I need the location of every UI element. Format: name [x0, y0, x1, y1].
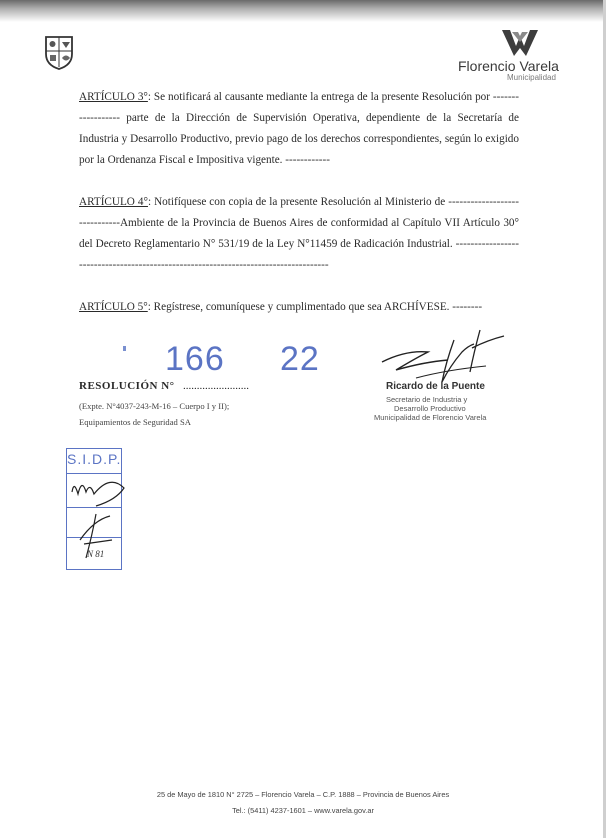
article-5-heading: ARTÍCULO 5° [79, 301, 148, 313]
signatory-department: Desarrollo Productivo [394, 404, 466, 413]
article-4 [79, 192, 519, 276]
resolution-dots: ........................ [183, 380, 249, 392]
company-name: Equipamientos de Seguridad SA [79, 417, 191, 427]
stamp-signature [66, 470, 132, 566]
resolution-label: RESOLUCIÓN N° [79, 380, 175, 392]
footer-contact: Tel.: (5411) 4237-1601 – www.varela.gov.ar [232, 806, 374, 815]
coat-of-arms-icon [44, 34, 74, 70]
article-5-text: : Regístrese, comuníquese y cumplimentado que sea ARCHÍVESE. -------- [147, 301, 483, 313]
article-5 [79, 297, 519, 318]
article-4-heading: ARTÍCULO 4° [79, 196, 148, 208]
resolution-number-stamp: 166 [165, 340, 225, 378]
expediente-reference: (Expte. N°4037-243-M-16 – Cuerpo I y II); [79, 401, 230, 411]
article-4-text: : Notifíquese con copia de la presente Resolución al Ministerio de ------------------------------Ambiente de la Provincia de Buenos Aires de conformidad al Capítulo VII Artículo 30° del Decreto Reglamentario N° 531/19 de la Ley N°11459 de Radicación Industrial. ------------------------------------------------------------------------------------ [79, 196, 519, 271]
article-3 [79, 87, 519, 171]
signatory-role: Secretario de Industria y [386, 395, 468, 404]
article-3-heading: ARTÍCULO 3° [79, 91, 148, 103]
scan-top-edge [0, 0, 606, 22]
signatory-name: Ricardo de la Puente [386, 381, 485, 392]
article-3-text: : Se notificará al causante mediante la entrega de la presente Resolución por ------------------ parte de la Dirección de Supervisión Operativa, dependiente de la Secretaría de Industria y Desarrollo Productivo, previo pago de los derechos correspondientes, según lo exigido por la Ordenanza Fiscal e Impositiva vigente. ------------ [79, 91, 519, 166]
municipal-logo-icon [498, 28, 542, 58]
stamp-mark [123, 346, 126, 351]
brand-name: Florencio Varela [458, 58, 559, 74]
stamp-initials: N 81 [87, 549, 105, 559]
signatory-municipality: Municipalidad de Florencio Varela [374, 413, 487, 422]
brand-subtitle: Municipalidad [507, 73, 556, 82]
footer-address: 25 de Mayo de 1810 N° 2725 – Florencio Varela – C.P. 1888 – Provincia de Buenos Aires [156, 790, 450, 799]
stamp-title: S.I.D.P. [67, 451, 122, 467]
resolution-year-stamp: 22 [280, 340, 320, 378]
handwritten-signature [376, 322, 516, 388]
